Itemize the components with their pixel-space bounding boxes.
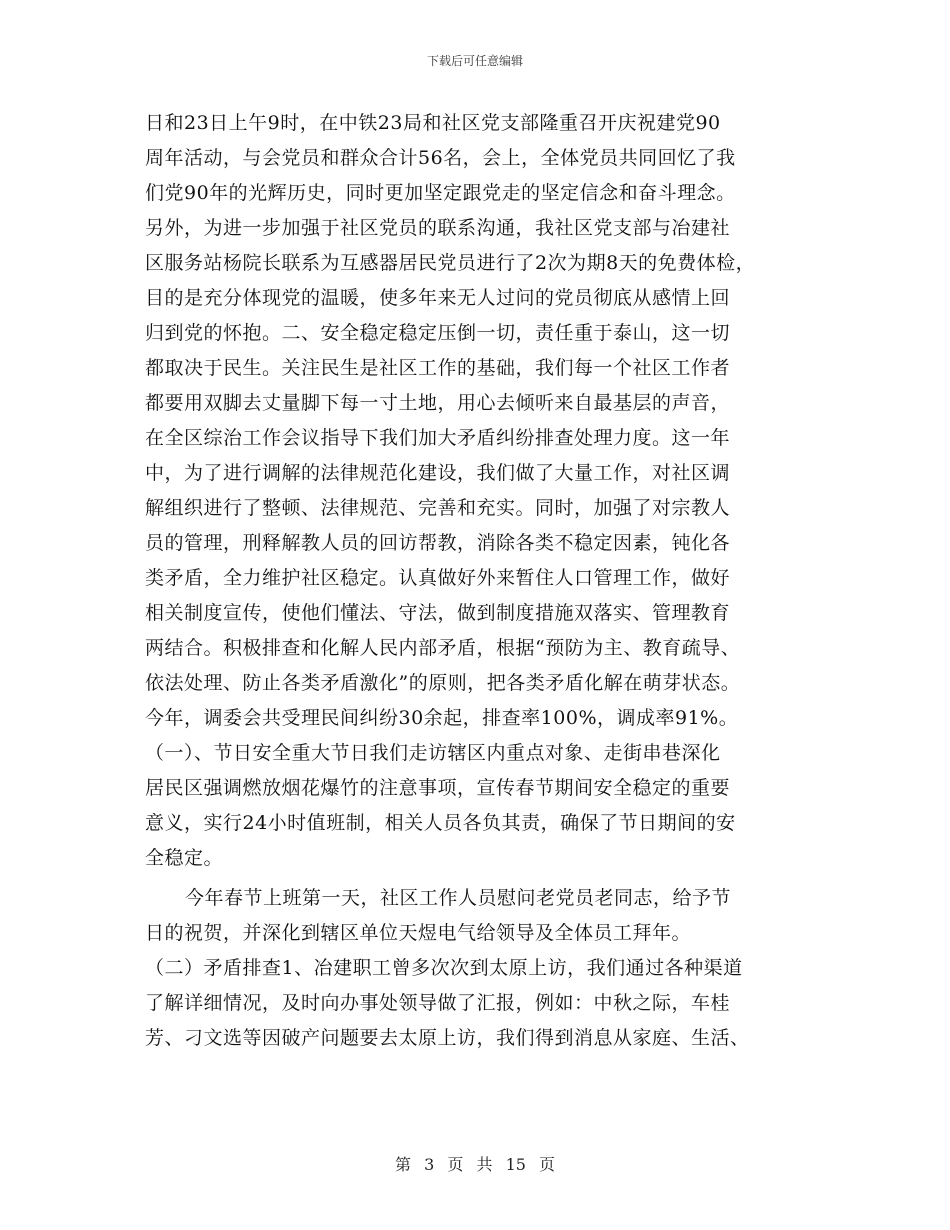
page-label-suffix: 页 <box>539 1155 556 1174</box>
body-line: 区服务站杨院长联系为互感器居民党员进行了2次为期8天的免费体检， <box>145 252 756 274</box>
page-header: 下载后可任意编辑 <box>426 54 523 68</box>
body-line: 今年，调委会共受理民间纠纷30余起，排查率100%，调成率91%。 <box>145 707 739 729</box>
body-line: 另外，为进一步加强于社区党员的联系沟通，我社区党支部与冶建社 <box>145 217 731 239</box>
page-label-prefix: 第 <box>394 1155 411 1174</box>
body-line: 全稳定。 <box>145 847 224 869</box>
body-line: （二）矛盾排查1、冶建职工曾多次次到太原上访，我们通过各种渠道 <box>145 957 743 979</box>
total-pages-number: 15 <box>505 1155 526 1174</box>
body-line: 中，为了进行调解的法律规范化建设，我们做了大量工作，对社区调 <box>145 462 731 484</box>
body-line: 归到党的怀抱。二、安全稳定稳定压倒一切，责任重于泰山，这一切 <box>145 322 731 344</box>
body-line: 日的祝贺，并深化到辖区单位天煜电气给领导及全体员工拜年。 <box>145 922 692 944</box>
body-line: 依法处理、防止各类矛盾激化”的原则，把各类矛盾化解在萌芽状态。 <box>145 672 741 694</box>
body-line: 相关制度宣传，使他们懂法、守法，做到制度措施双落实、管理教育 <box>145 602 731 624</box>
body-line: 解组织进行了整顿、法律规范、完善和充实。同时，加强了对宗教人 <box>145 497 731 519</box>
body-line: 都要用双脚去丈量脚下每一寸土地，用心去倾听来自最基层的声音， <box>145 392 731 414</box>
body-line: 员的管理，刑释解教人员的回访帮教，消除各类不稳定因素，钝化各 <box>145 532 731 554</box>
body-line: 目的是充分体现党的温暖，使多年来无人过问的党员彻底从感情上回 <box>145 287 731 309</box>
body-line: 两结合。积极排查和化解人民内部矛盾，根据“预防为主、教育疏导、 <box>145 637 741 659</box>
body-line: 今年春节上班第一天，社区工作人员慰问老党员老同志，给予节 <box>185 887 732 909</box>
page-label-middle-2: 共 <box>476 1155 493 1174</box>
body-line: 了解详细情况，及时向办事处领导做了汇报，例如：中秋之际，车桂 <box>145 992 731 1014</box>
page-label-middle-1: 页 <box>447 1155 464 1174</box>
body-line: 意义，实行24小时值班制，相关人员各负其责，确保了节日期间的安 <box>145 812 736 834</box>
body-line: 们党90年的光辉历史，同时更加坚定跟党走的坚定信念和奋斗理念。 <box>145 182 736 204</box>
body-line: 日和23日上午9时，在中铁23局和社区党支部隆重召开庆祝建党90 <box>145 112 721 134</box>
current-page-number: 3 <box>424 1155 435 1174</box>
body-line: 类矛盾，全力维护社区稳定。认真做好外来暂住人口管理工作，做好 <box>145 567 731 589</box>
body-line: 周年活动，与会党员和群众合计56名，会上，全体党员共同回忆了我 <box>145 147 736 169</box>
body-line: 居民区强调燃放烟花爆竹的注意事项，宣传春节期间安全稳定的重要 <box>145 777 731 799</box>
page-footer <box>0 1155 950 1175</box>
body-line: 都取决于民生。关注民生是社区工作的基础，我们每一个社区工作者 <box>145 357 731 379</box>
body-line: 芳、刁文选等因破产问题要去太原上访，我们得到消息从家庭、生活、 <box>145 1027 750 1049</box>
body-line: 在全区综治工作会议指导下我们加大矛盾纠纷排查处理力度。这一年 <box>145 427 731 449</box>
body-line: （一）、节日安全重大节日我们走访辖区内重点对象、走街串巷深化 <box>145 742 721 764</box>
